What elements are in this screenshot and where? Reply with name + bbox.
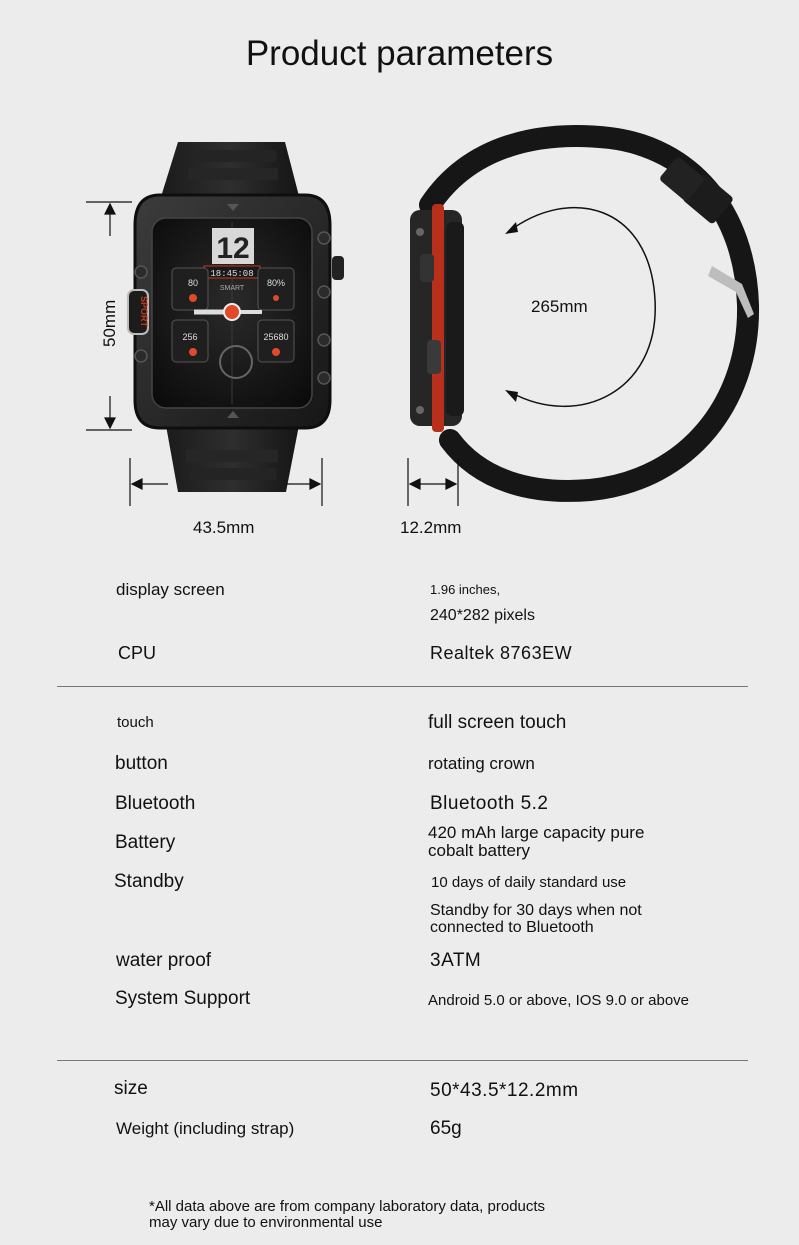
- watch-brand: SMART: [219, 285, 245, 292]
- weight-value: 65g: [430, 1118, 462, 1139]
- standby-value-line3: connected to Bluetooth: [430, 919, 594, 936]
- watch-hour: 12: [216, 232, 250, 265]
- product-illustration: [0, 0, 799, 560]
- divider-2: [57, 1060, 748, 1061]
- water-value: 3ATM: [430, 950, 482, 971]
- standby-label: Standby: [114, 871, 184, 892]
- height-dimension: 50mm: [100, 299, 119, 347]
- battery-value-line2: cobalt battery: [428, 841, 531, 860]
- display-value-line1: 1.96 inches,: [430, 582, 501, 597]
- display-value-line2: 240*282 pixels: [430, 607, 535, 624]
- bluetooth-value: Bluetooth 5.2: [430, 793, 549, 814]
- touch-label: touch: [117, 714, 154, 731]
- watch-calories: 256: [182, 332, 198, 342]
- page-title: Product parameters: [245, 34, 554, 73]
- strap-length-dimension: 265mm: [531, 297, 588, 316]
- thickness-dimension: 12.2mm: [400, 518, 462, 537]
- front-watch: [128, 142, 344, 492]
- watch-side-label: SPORT: [139, 296, 149, 328]
- button-value: rotating crown: [428, 754, 535, 773]
- width-dimension: 43.5mm: [193, 518, 255, 537]
- battery-label: Battery: [115, 832, 176, 853]
- water-label: water proof: [116, 950, 212, 971]
- system-value: Android 5.0 or above, IOS 9.0 or above: [428, 992, 689, 1009]
- size-label: size: [114, 1078, 148, 1099]
- size-value: 50*43.5*12.2mm: [430, 1080, 579, 1101]
- weight-label: Weight (including strap): [116, 1119, 295, 1138]
- footnote: [149, 1199, 649, 1231]
- cpu-label: CPU: [118, 643, 157, 663]
- footnote-line-1: *All data above are from company laboratory data, products: [149, 1198, 546, 1215]
- watch-heart: 80: [187, 278, 199, 288]
- display-label: display screen: [116, 580, 225, 599]
- divider-1: [57, 686, 748, 687]
- footnote-line-2: may vary due to environmental use: [149, 1214, 383, 1231]
- button-label: button: [115, 753, 168, 774]
- watch-battery: 80%: [266, 278, 286, 288]
- battery-value-line1: 420 mAh large capacity pure: [428, 823, 645, 842]
- cpu-value: Realtek 8763EW: [430, 643, 573, 663]
- watch-steps: 25680: [263, 332, 289, 342]
- standby-value-line1: 10 days of daily standard use: [431, 874, 627, 891]
- touch-value: full screen touch: [428, 712, 567, 733]
- standby-value-line2: Standby for 30 days when not: [430, 902, 642, 919]
- bluetooth-label: Bluetooth: [115, 793, 196, 814]
- watch-time: 18:45:08: [210, 269, 254, 279]
- system-label: System Support: [115, 988, 251, 1009]
